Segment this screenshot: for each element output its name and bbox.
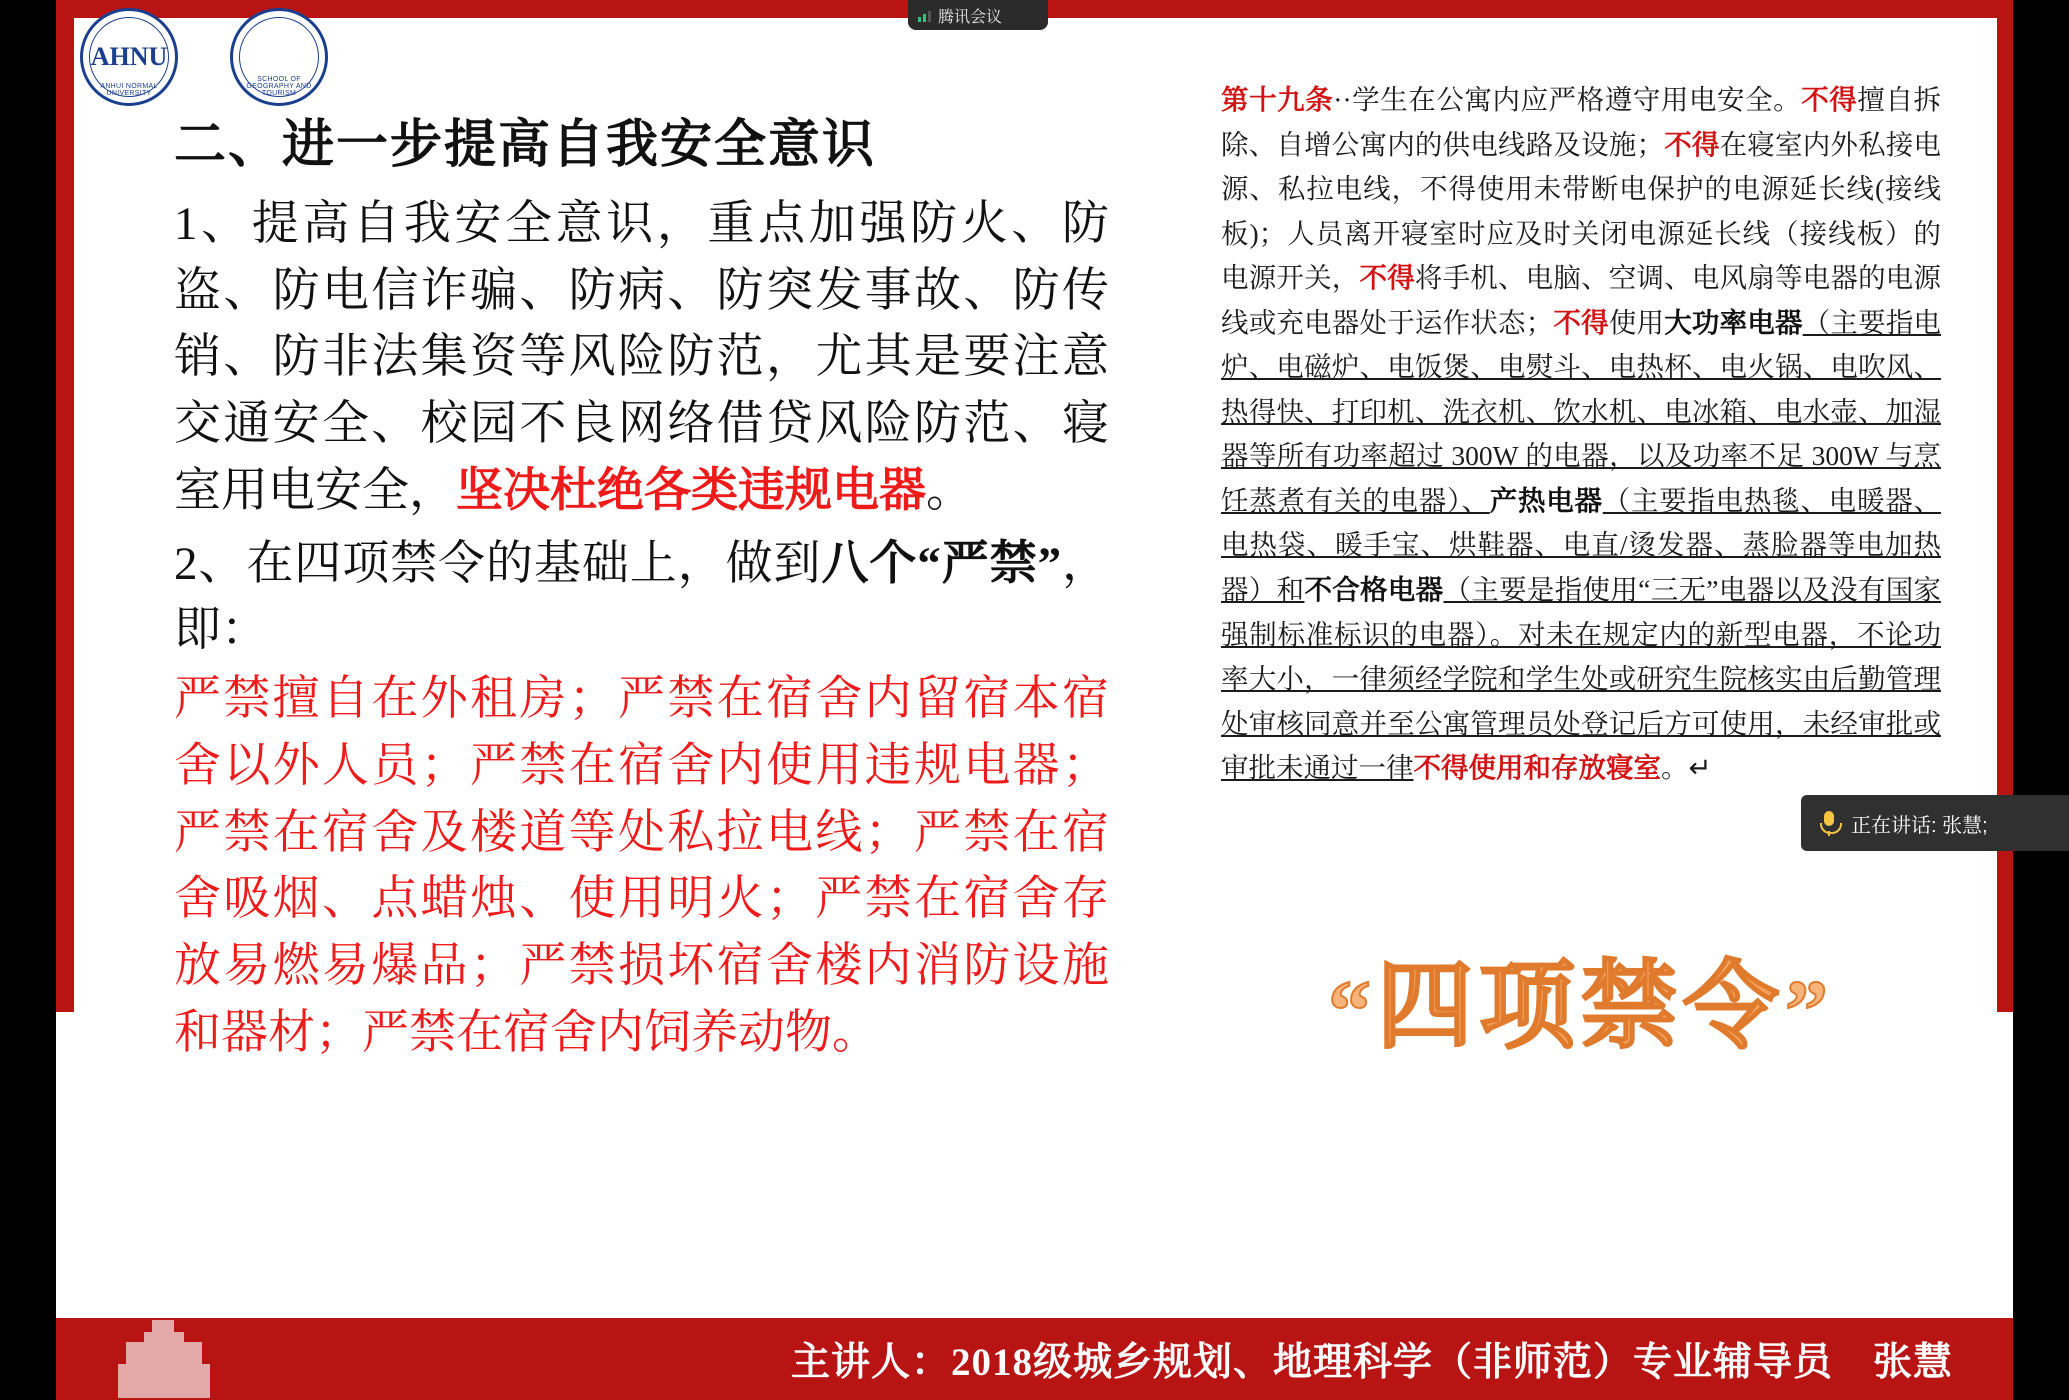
slide-left-column xyxy=(174,102,1109,1067)
regulation-seg: 。↵ xyxy=(1661,752,1712,784)
regulation-keyword-2: 产热电器 xyxy=(1489,484,1603,516)
signal-bars-icon xyxy=(918,9,931,22)
tencent-meeting-indicator[interactable] xyxy=(908,0,1048,30)
four-prohibitions-title xyxy=(1231,930,1931,1067)
four-prohibitions-text: 四项禁令 xyxy=(1377,953,1785,1060)
slide-left-bar xyxy=(56,0,74,1012)
regulation-seg: 在寝室内外私接电源、私拉电线，不得使用未带断电保护的电源延长线(接线板)；人员离开寝室时应及时关闭电源延长线（接线板）的电源开关， xyxy=(1221,128,1942,294)
building-icon xyxy=(118,1320,210,1398)
paragraph-1-tail: 。 xyxy=(926,464,973,517)
regulation-red-3: 不得 xyxy=(1359,262,1415,294)
slide-right-column xyxy=(1221,78,1941,791)
right-quote: ” xyxy=(1785,962,1834,1058)
slide-heading: 二、进一步提高自我安全意识 xyxy=(174,117,877,174)
slide-footer xyxy=(56,1318,2013,1400)
regulation-red-4: 不得 xyxy=(1553,306,1609,338)
active-speaker-banner xyxy=(1801,795,2069,851)
logo-caption: SCHOOL OF GEOGRAPHY AND TOURISM xyxy=(246,76,312,97)
paragraph-2-tail: ，即： xyxy=(174,537,1110,657)
regulation-red-1: 不得 xyxy=(1801,84,1858,115)
regulation-keyword-1: 大功率电器 xyxy=(1664,306,1803,338)
presenter-credit: 主讲人：2018级城乡规划、地理科学（非师范）专业辅导员 张慧 xyxy=(790,1341,1953,1384)
regulation-red-2: 不得 xyxy=(1664,128,1720,160)
paragraph-1-text: 1、提高自我安全意识，重点加强防火、防盗、防电信诈骗、防病、防突发事故、防传销、防非法集资等风险防范，尤其是要注意交通安全、校园不良网络借贷风险防范、寝室用电安全， xyxy=(174,198,1109,517)
regulation-seg: 擅自拆除、自增公寓内的供电线路及设施； xyxy=(1221,84,1942,160)
microphone-icon xyxy=(1819,809,1839,837)
school-of-geography-logo xyxy=(230,8,328,106)
left-quote: “ xyxy=(1328,962,1377,1058)
paragraph-1-emphasis: 坚决杜绝各类违规电器 xyxy=(456,464,926,517)
active-speaker-label: 正在讲话: 张慧; xyxy=(1851,814,1988,837)
tencent-meeting-label: 腾讯会议 xyxy=(938,8,1003,26)
regulation-underlined-2: （主要指电热毯、电暖器、电热袋、暖手宝、烘鞋器、电直/烫发器、蒸脸器等电加热器）和 xyxy=(1221,484,1941,606)
logo-mark: AHNU xyxy=(90,42,168,71)
regulation-seg: 使用 xyxy=(1608,306,1665,338)
slide-paragraph-2 xyxy=(174,531,1109,664)
presentation-slide xyxy=(56,0,2013,1400)
regulation-seg: ··学生在公寓内应严格遵守用电安全。 xyxy=(1333,84,1802,115)
anhui-normal-university-logo xyxy=(80,8,178,106)
regulation-underlined-1: （主要指电炉、电磁炉、电饭煲、电熨斗、电热杯、电火锅、电吹风、热得快、打印机、洗衣机、饮水机、电冰箱、电水壶、加湿器等所有功率超过 300W 的电器，以及功率不足 300W 与烹饪蒸煮有关的电器）、 xyxy=(1221,306,1942,516)
slide-paragraph-2-red-list: 严禁擅自在外租房；严禁在宿舍内留宿本宿舍以外人员；严禁在宿舍内使用违规电器；严禁在宿舍及楼道等处私拉电线；严禁在宿舍吸烟、点蜡烛、使用明火；严禁在宿舍存放易燃易爆品；严禁损坏宿舍楼内消防设施和器材；严禁在宿舍内饲养动物。 xyxy=(174,673,1109,1059)
regulation-keyword-3: 不合格电器 xyxy=(1304,574,1444,606)
slide-right-bar xyxy=(1997,0,2013,1012)
slide-paragraph-1 xyxy=(174,191,1109,525)
logo-caption: ANHUI NORMAL UNIVERSITY xyxy=(100,83,158,97)
paragraph-2-emphasis: 八个“严禁” xyxy=(821,537,1062,590)
regulation-red-5: 不得使用和存放寝室 xyxy=(1413,752,1661,784)
regulation-underlined-3: （主要是指使用“三无”电器以及没有国家强制标准标识的电器）。对未在规定内的新型电器，不论功率大小，一律须经学院和学生处或研究生院核实由后勤管理处审核同意并至公寓管理员处登记后方可使用，未经审批或审批未通过一律 xyxy=(1221,574,1942,784)
regulation-text xyxy=(1221,78,1941,791)
regulation-article-number: 第十九条 xyxy=(1221,84,1334,115)
paragraph-2-text: 2、在四项禁令的基础上，做到 xyxy=(174,537,822,590)
logo-group xyxy=(80,8,328,106)
regulation-seg: 将手机、电脑、空调、电风扇等电器的电源线或充电器处于运作状态； xyxy=(1221,262,1942,338)
